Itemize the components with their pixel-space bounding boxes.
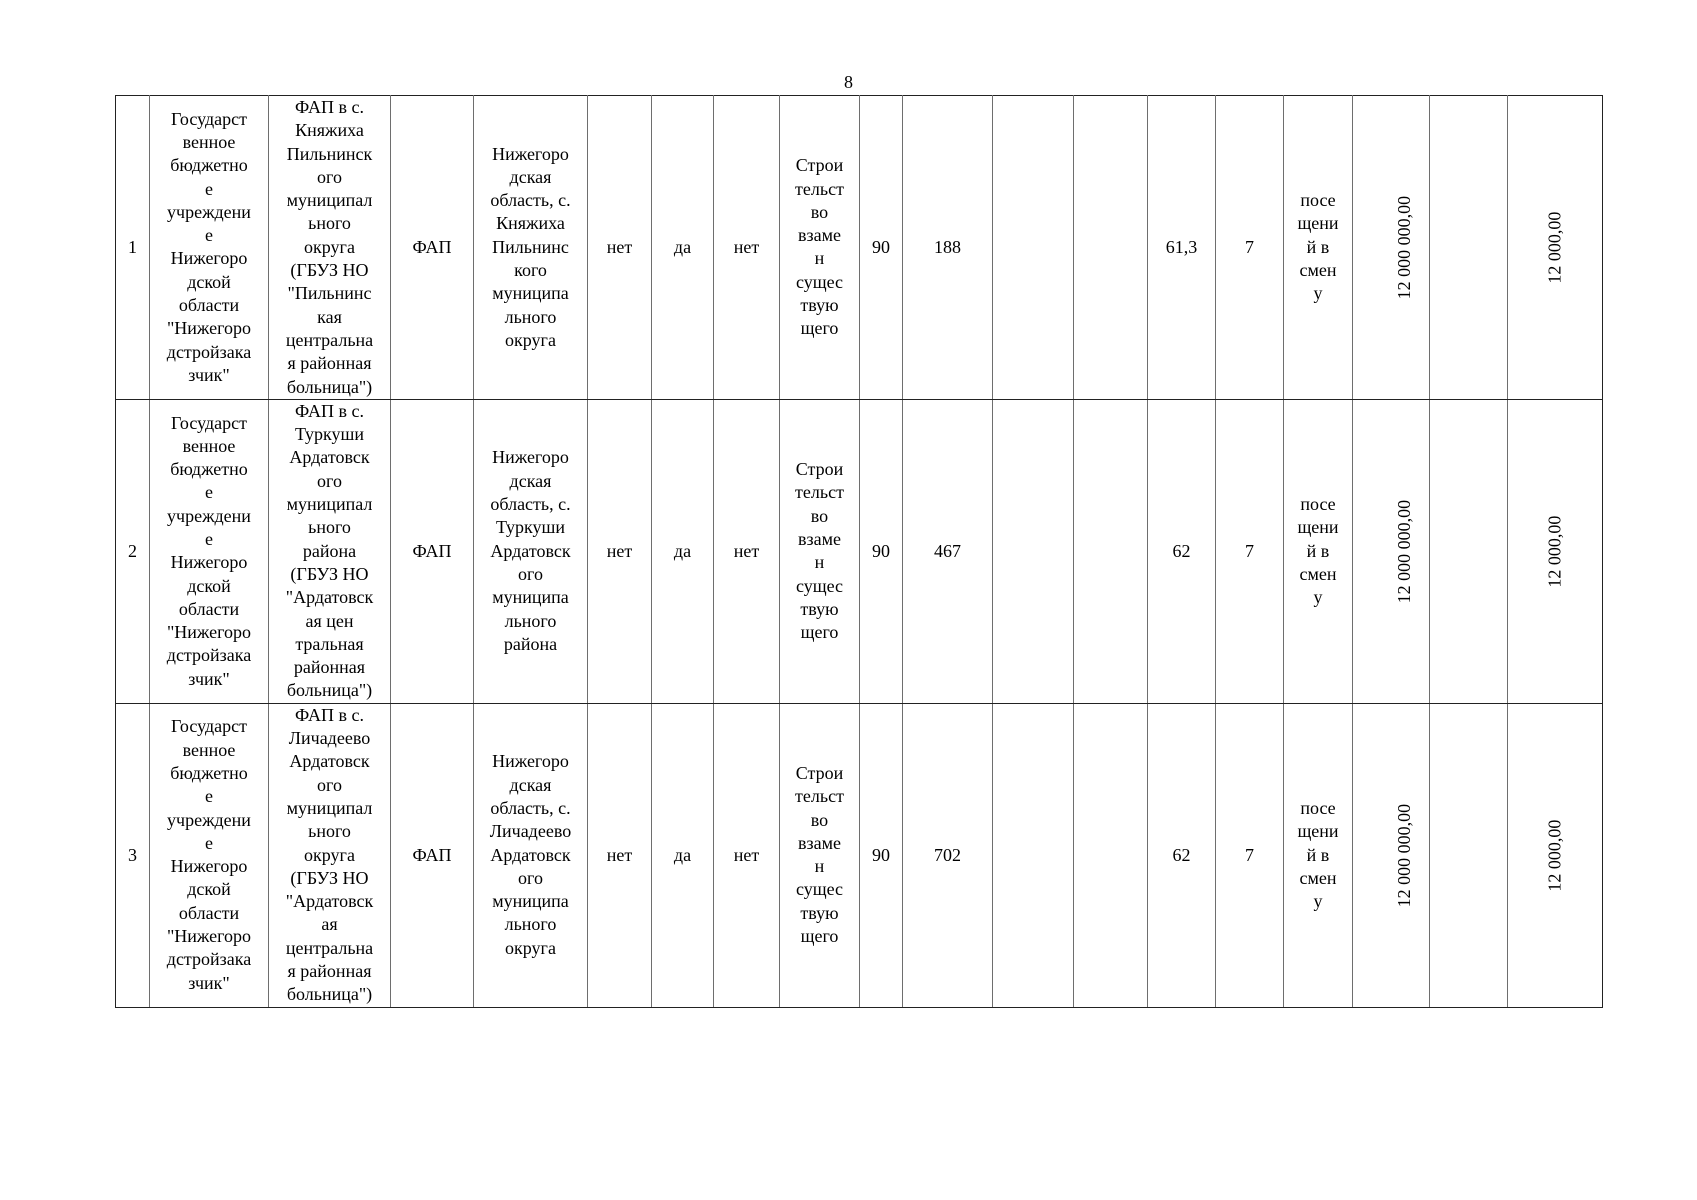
object-name-cell [269,96,391,400]
cell-text: нет [606,844,633,865]
cell-line: Нижегоро [170,248,248,269]
cell-line: муниципа [492,587,569,608]
cell-line: района [302,540,357,561]
cell-line: дская [509,774,552,795]
cell-line: тельст [795,482,844,503]
cell-text: 90 [872,540,890,561]
cost-thousands-cell [1508,399,1603,703]
cell-line: бюджетно [170,762,248,783]
cell-line: сущес [795,271,844,292]
work-type-cell [780,399,860,703]
facilities-table [115,95,1603,1008]
object-type-cell [391,703,474,1007]
cell-line: е [205,786,213,807]
cell-line: Личадеево [489,821,572,842]
cell-line: ФАП в с. [294,97,365,117]
cell-line: венное [182,435,236,456]
rotated-cost-text: 12 000 000,00 [1394,499,1415,604]
cell-line: дстройзака [166,645,252,666]
cell-line: района [503,633,558,654]
cost-cell [1353,703,1430,1007]
empty-cell [993,96,1074,400]
cell-text: 90 [872,236,890,257]
empty-cell [1430,703,1508,1007]
cell-line: венное [182,131,236,152]
cell-text: нет [606,540,633,561]
cell-text: 3 [128,844,137,865]
table-row [116,96,1603,400]
cell-line: ьного [308,821,351,842]
cell-line: область, с. [490,494,571,515]
flag-cell [652,703,714,1007]
cell-line: кая [317,306,342,327]
cell-text: 7 [1245,844,1254,865]
cell-text: да [673,236,692,257]
value-cell [903,399,993,703]
cell-line: я районная [287,960,372,981]
area-cell [1148,96,1216,400]
capacity-unit-cell [1284,703,1353,1007]
cell-text: 7 [1245,236,1254,257]
capacity-unit-cell [1284,96,1353,400]
flag-cell [588,96,652,400]
cell-text: нет [733,844,760,865]
cell-line: ФАП в с. [294,400,365,421]
cell-line: щени [1297,821,1339,842]
cell-line: Ардатовск [490,540,571,561]
cell-line: бюджетно [170,459,248,480]
empty-cell [1430,96,1508,400]
flag-cell [588,703,652,1007]
cell-line: "Нижегоро [166,318,252,339]
cell-line: муниципал [286,190,373,211]
cell-line: зчик" [188,364,230,385]
cell-line: центральна [285,329,374,350]
cell-line: ьного [308,213,351,234]
cell-line: бюджетно [170,155,248,176]
cell-line: Строи [795,762,844,783]
cost-thousands-cell [1508,703,1603,1007]
cell-line: "Ардатовск [285,587,374,608]
cell-line: (ГБУЗ НО [290,563,369,584]
cell-text: ФАП [412,236,452,257]
cell-line: ого [317,774,342,795]
object-type-cell [391,96,474,400]
cell-text: ФАП [412,540,452,561]
cell-line: дстройзака [166,341,252,362]
cell-line: сущес [795,575,844,596]
cell-line: Государст [171,108,247,129]
cell-line: ая цен [305,610,354,631]
rotated-thousands-text: 12 000,00 [1544,515,1565,588]
flag-cell [714,96,780,400]
cell-line: е [205,528,213,549]
cell-text: 1 [128,236,137,257]
cell-line: муниципа [492,891,569,912]
value-cell [1216,96,1284,400]
row-number [116,399,150,703]
cell-line: области [178,902,240,923]
cell-line: е [205,225,213,246]
cell-line: Государст [171,412,247,433]
cell-line: е [205,178,213,199]
cell-line: льного [504,610,557,631]
cell-line: округа [505,937,556,958]
cell-line: н [814,248,825,269]
cell-line: смен [1299,260,1337,281]
cell-line: Личадеево [288,728,371,749]
cell-line: ого [317,166,342,187]
cell-line: Княжиха [295,120,364,141]
cell-line: смен [1299,867,1337,888]
cell-text: 7 [1245,540,1254,561]
cell-line: (ГБУЗ НО [290,260,369,281]
cell-line: у [1313,283,1323,304]
cell-line: центральна [285,937,374,958]
cell-line: ого [518,867,543,888]
rotated-cost-text: 12 000 000,00 [1394,803,1415,907]
cell-line: Нижегоро [170,552,248,573]
cell-line: кого [514,260,547,281]
cell-line: щени [1297,213,1339,234]
empty-cell [1074,96,1148,400]
cell-line: область, с. [490,190,571,211]
cell-line: дстройзака [166,949,252,970]
cell-line: тральная [295,633,364,654]
cell-text: 188 [934,236,961,257]
address-cell [474,96,588,400]
rotated-cost-text: 12 000 000,00 [1394,195,1415,300]
cell-line: й в [1306,540,1330,561]
cell-line: взаме [798,225,841,246]
cell-line: щего [800,926,839,947]
empty-cell [993,703,1074,1007]
cell-line: ьного [308,517,351,538]
cell-text: нет [733,236,760,257]
object-name-cell [269,399,391,703]
cell-line: у [1313,587,1323,608]
cell-line: посе [1300,494,1336,515]
cell-line: й в [1306,844,1330,865]
cell-line: муниципал [286,494,373,515]
empty-cell [1430,399,1508,703]
cell-line: округа [304,844,355,865]
page-number: 8 [844,72,853,92]
cell-line: районная [293,657,366,678]
cell-line: твую [800,902,839,923]
value-cell [860,703,903,1007]
cell-line: Государст [171,716,247,737]
cell-line: дская [509,166,552,187]
cell-line: "Нижегоро [166,622,252,643]
cell-line: муниципа [492,283,569,304]
cell-line: й в [1306,236,1330,257]
cell-line: области [178,598,240,619]
cell-line: н [814,552,825,573]
cell-line: учреждени [167,809,251,830]
value-cell [903,96,993,400]
cell-line: щего [800,318,839,339]
cell-text: нет [606,236,633,257]
area-cell [1148,703,1216,1007]
cell-line: области [178,295,240,316]
cell-line: я районная [287,353,372,374]
object-name-cell [269,703,391,1007]
cell-line: льного [504,914,557,935]
cell-line: во [810,201,829,222]
cell-line: Ардатовск [490,844,571,865]
cell-text: ФАП [412,844,452,865]
cell-line: щени [1297,517,1339,538]
cell-line: ФАП в с. [294,704,365,725]
cell-line: "Нижегоро [166,926,252,947]
cell-line: льного [504,306,557,327]
flag-cell [714,703,780,1007]
cell-text: 61,3 [1165,236,1198,257]
cost-thousands-cell [1508,96,1603,400]
cell-line: округа [505,329,556,350]
value-cell [860,96,903,400]
cost-cell [1353,399,1430,703]
cell-text: 702 [934,844,961,865]
cell-text: 467 [934,540,961,561]
cell-line: щего [800,622,839,643]
cell-text: 62 [1172,844,1191,865]
cell-line: посе [1300,797,1336,818]
cell-line: Нижегоро [492,447,569,468]
cell-line: дской [187,879,231,900]
row-number [116,703,150,1007]
cell-line: муниципал [286,797,373,818]
cell-line: зчик" [188,668,230,689]
cell-line: твую [800,295,839,316]
empty-cell [1074,399,1148,703]
cell-line: во [810,505,829,526]
cell-line: взаме [798,528,841,549]
flag-cell [652,96,714,400]
cell-line: смен [1299,563,1337,584]
organization-cell [150,96,269,400]
cell-line: Нижегоро [492,143,569,164]
empty-cell [1074,703,1148,1007]
address-cell [474,703,588,1007]
table-row [116,399,1603,703]
cell-text: нет [733,540,760,561]
object-type-cell [391,399,474,703]
cell-line: "Ардатовск [285,891,374,912]
area-cell [1148,399,1216,703]
cell-line: посе [1300,190,1336,211]
value-cell [1216,399,1284,703]
cell-text: 2 [128,540,137,561]
cell-line: Строи [795,155,844,176]
cell-line: Нижегоро [492,751,569,772]
empty-cell [993,399,1074,703]
cell-line: н [814,856,825,877]
flag-cell [714,399,780,703]
cell-line: взаме [798,832,841,853]
cell-line: Туркуши [495,517,566,538]
cell-text: 62 [1172,540,1191,561]
capacity-unit-cell [1284,399,1353,703]
cell-line: зчик" [188,972,230,993]
cell-line: округа [304,236,355,257]
cell-text: 90 [872,844,890,865]
cell-line: Княжиха [496,213,565,234]
cell-line: область, с. [490,797,571,818]
cell-line: Туркуши [294,424,365,445]
cell-line: дская [509,470,552,491]
work-type-cell [780,703,860,1007]
cell-line: (ГБУЗ НО [290,867,369,888]
organization-cell [150,399,269,703]
cell-line: Пильнинс [492,236,569,257]
cost-cell [1353,96,1430,400]
cell-line: Строи [795,459,844,480]
value-cell [903,703,993,1007]
cell-line: у [1313,891,1323,912]
cell-line: учреждени [167,505,251,526]
row-number [116,96,150,400]
flag-cell [588,399,652,703]
rotated-thousands-text: 12 000,00 [1544,819,1565,892]
flag-cell [652,399,714,703]
cell-line: Ардатовск [289,751,370,772]
cell-line: дской [187,271,231,292]
cell-line: Пильнинск [286,143,373,164]
cell-line: ая [321,914,338,935]
address-cell [474,399,588,703]
table-row [116,703,1603,1007]
cell-line: сущес [795,879,844,900]
work-type-cell [780,96,860,400]
cell-text: да [673,540,692,561]
cell-line: тельст [795,178,844,199]
value-cell [1216,703,1284,1007]
cell-line: ого [317,470,342,491]
rotated-thousands-text: 12 000,00 [1544,211,1565,284]
cell-text: да [673,844,692,865]
cell-line: ого [518,563,543,584]
cell-line: е [205,482,213,503]
cell-line: твую [800,598,839,619]
cell-line: Нижегоро [170,856,248,877]
value-cell [860,399,903,703]
cell-line: дской [187,575,231,596]
cell-line: венное [182,739,236,760]
organization-cell [150,703,269,1007]
cell-line: Ардатовск [289,447,370,468]
cell-line: учреждени [167,201,251,222]
cell-line: больница") [286,376,373,397]
cell-line: больница") [286,680,373,701]
cell-line: во [810,809,829,830]
cell-line: "Пильнинс [287,283,372,304]
cell-line: больница") [286,984,373,1005]
cell-line: тельст [795,786,844,807]
cell-line: е [205,832,213,853]
